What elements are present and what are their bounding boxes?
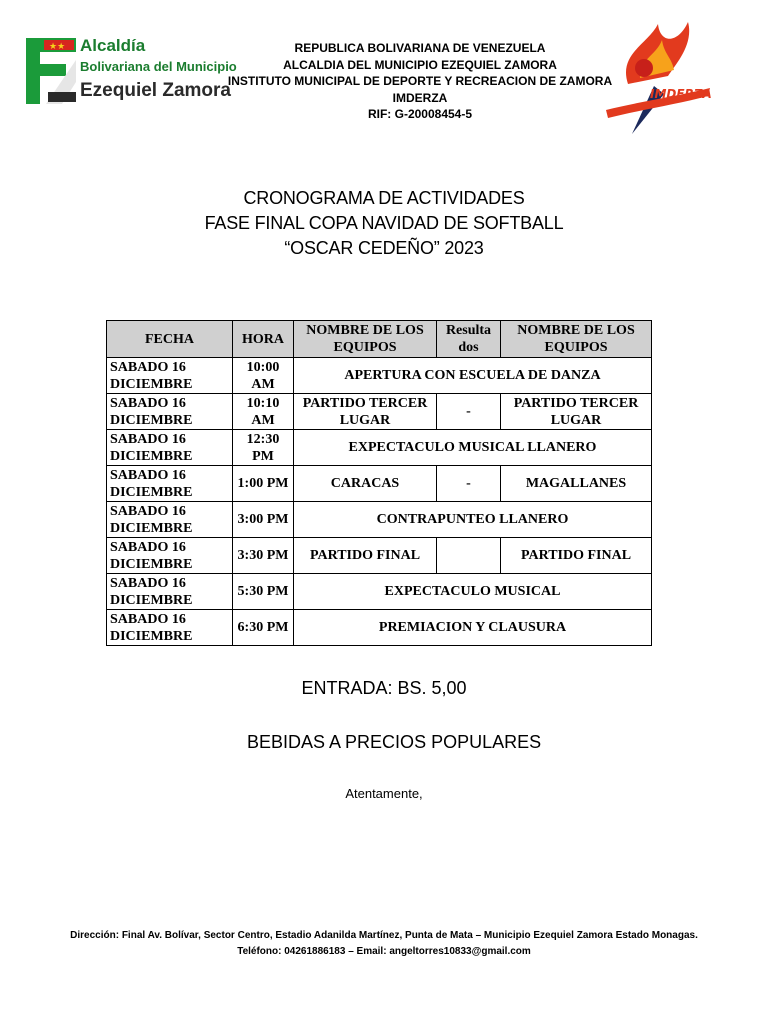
header-equipos-2: NOMBRE DE LOS EQUIPOS (501, 321, 652, 358)
cell-hora: 3:00 PM (233, 502, 294, 538)
table-row (107, 610, 652, 646)
cell-hora: 12:30 PM (233, 430, 294, 466)
header-line-5: RIF: G-20008454-5 (367, 107, 473, 121)
header-line-4: IMDERZA (392, 90, 448, 105)
cell-resultado: - (437, 394, 501, 430)
schedule-table (106, 320, 652, 646)
cell-evento: EXPECTACULO MUSICAL LLANERO (294, 430, 652, 466)
cell-evento: CONTRAPUNTEO LLANERO (294, 502, 652, 538)
header-equipos-1: NOMBRE DE LOS EQUIPOS (294, 321, 437, 358)
cell-evento: EXPECTACULO MUSICAL (294, 574, 652, 610)
title-line-3: “OSCAR CEDEÑO” 2023 (284, 238, 484, 258)
footer-address: Dirección: Final Av. Bolívar, Sector Centro, Estadio Adanilda Martínez, Punta de Mata – Municipio Ezequiel Zamora Estado Monagas. (70, 930, 698, 941)
cell-equipo-2: PARTIDO FINAL (501, 538, 652, 574)
letterhead (210, 40, 630, 123)
cell-fecha: SABADO 16 DICIEMBRE (107, 502, 233, 538)
cell-hora: 6:30 PM (233, 610, 294, 646)
closing-salutation: Atentamente, (345, 786, 423, 801)
footer-contact (0, 928, 768, 960)
table-row (107, 538, 652, 574)
logo-line-3: Ezequiel Zamora (80, 80, 231, 101)
header-hora: HORA (233, 321, 294, 358)
cell-hora: 5:30 PM (233, 574, 294, 610)
table-header-row (107, 321, 652, 358)
cell-evento: APERTURA CON ESCUELA DE DANZA (294, 358, 652, 394)
cell-hora: 10:00 AM (233, 358, 294, 394)
table-row (107, 574, 652, 610)
cell-hora: 1:00 PM (233, 466, 294, 502)
cell-fecha: SABADO 16 DICIEMBRE (107, 574, 233, 610)
entrada-price: ENTRADA: BS. 5,00 (301, 678, 467, 698)
logo-line-2: Bolivariana del Municipio (80, 59, 237, 74)
alcaldia-emblem-icon (26, 36, 76, 104)
cell-resultado (437, 538, 501, 574)
cell-fecha: SABADO 16 DICIEMBRE (107, 610, 233, 646)
alcaldia-logo (26, 36, 237, 106)
header-line-3: INSTITUTO MUNICIPAL DE DEPORTE Y RECREACION DE ZAMORA (227, 74, 613, 88)
document-title (120, 186, 648, 261)
cell-hora: 3:30 PM (233, 538, 294, 574)
cell-fecha: SABADO 16 DICIEMBRE (107, 394, 233, 430)
bebidas-note: BEBIDAS A PRECIOS POPULARES (247, 732, 542, 752)
cell-evento: PREMIACION Y CLAUSURA (294, 610, 652, 646)
footer-phone-email: Teléfono: 04261886183 – Email: angeltorres10833@gmail.com (237, 946, 531, 957)
title-line-1: CRONOGRAMA DE ACTIVIDADES (243, 188, 525, 208)
table-row (107, 358, 652, 394)
logo-line-1: Alcaldía (80, 36, 146, 55)
title-line-2: FASE FINAL COPA NAVIDAD DE SOFTBALL (204, 213, 564, 233)
header-fecha: FECHA (107, 321, 233, 358)
cell-fecha: SABADO 16 DICIEMBRE (107, 430, 233, 466)
header-resultados: Resulta dos (437, 321, 501, 358)
imderza-logo-text: IMDERZA (650, 87, 712, 101)
cell-equipo-1: CARACAS (294, 466, 437, 502)
cell-fecha: SABADO 16 DICIEMBRE (107, 538, 233, 574)
cell-fecha: SABADO 16 DICIEMBRE (107, 466, 233, 502)
cell-equipo-1: PARTIDO FINAL (294, 538, 437, 574)
imderza-torch-logo-icon (598, 14, 716, 156)
cell-equipo-1: PARTIDO TERCER LUGAR (294, 394, 437, 430)
cell-fecha: SABADO 16 DICIEMBRE (107, 358, 233, 394)
header-line-1: REPUBLICA BOLIVARIANA DE VENEZUELA (294, 41, 546, 55)
table-row (107, 394, 652, 430)
table-row (107, 466, 652, 502)
cell-hora: 10:10 AM (233, 394, 294, 430)
table-row (107, 502, 652, 538)
cell-equipo-2: PARTIDO TERCER LUGAR (501, 394, 652, 430)
cell-resultado: - (437, 466, 501, 502)
svg-text:★★: ★★ (49, 42, 66, 52)
cell-equipo-2: MAGALLANES (501, 466, 652, 502)
table-row (107, 430, 652, 466)
header-line-2: ALCALDIA DEL MUNICIPIO EZEQUIEL ZAMORA (283, 57, 557, 72)
